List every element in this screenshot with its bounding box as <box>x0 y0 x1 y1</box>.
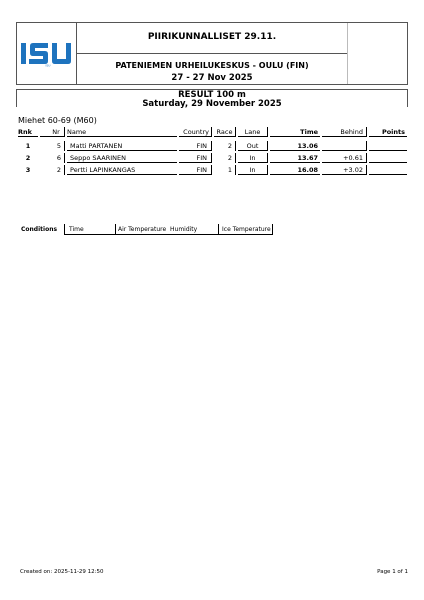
cell-time: 16.08 <box>270 165 320 175</box>
page-number: Page 1 of 1 <box>377 569 408 575</box>
cell-nr: 5 <box>40 141 65 151</box>
cell-rnk: 3 <box>25 166 31 174</box>
cell-nr: 2 <box>40 165 65 175</box>
venue: PATENIEMEN URHEILUKESKUS - OULU (FIN) <box>115 61 309 70</box>
cell-points <box>369 141 407 151</box>
col-behind: Behind <box>322 127 367 137</box>
cell-lane: In <box>238 165 268 175</box>
cell-name: Seppo SAARINEN <box>67 153 177 163</box>
col-nr: Nr <box>40 127 65 137</box>
isu-logo <box>21 40 75 67</box>
created-on: Created on: 2025-11-29 12:50 <box>20 569 104 575</box>
conditions-air-temperature: Air Temperature <box>115 224 166 235</box>
cell-points <box>369 165 407 175</box>
conditions-time: Time <box>69 226 84 233</box>
conditions-label: Conditions <box>21 226 58 233</box>
cell-race: 2 <box>214 141 236 151</box>
col-country: Country <box>179 127 212 137</box>
cell-points <box>369 153 407 163</box>
cell-name: Pertti LAPINKANGAS <box>67 165 177 175</box>
header-box <box>16 22 408 85</box>
cell-rnk: 2 <box>25 154 31 162</box>
cell-name: Matti PARTANEN <box>67 141 177 151</box>
col-rnk: Rnk <box>18 127 38 137</box>
cell-rnk: 1 <box>25 142 31 150</box>
category-label: Miehet 60-69 (M60) <box>18 116 97 125</box>
col-race: Race <box>214 127 236 137</box>
cell-race: 2 <box>214 153 236 163</box>
cell-race: 1 <box>214 165 236 175</box>
event-box <box>16 89 408 107</box>
conditions-ice-temperature: Ice Temperature <box>218 224 271 235</box>
col-time: Time <box>270 127 320 137</box>
cell-country: FIN <box>179 165 212 175</box>
col-lane: Lane <box>238 127 268 137</box>
cell-lane: Out <box>238 141 268 151</box>
cell-lane: In <box>238 153 268 163</box>
cell-time: 13.06 <box>270 141 320 151</box>
competition-dates: 27 - 27 Nov 2025 <box>171 73 253 83</box>
cell-behind <box>322 141 367 151</box>
logo-cell <box>17 23 77 84</box>
cell-nr: 6 <box>40 153 65 163</box>
cell-behind: +0.61 <box>322 153 367 163</box>
svg-text:ISU: ISU <box>45 63 51 67</box>
header-right-column <box>347 23 348 84</box>
cell-time: 13.67 <box>270 153 320 163</box>
conditions-humidity: Humidity <box>170 226 198 233</box>
cell-country: FIN <box>179 153 212 163</box>
cell-country: FIN <box>179 141 212 151</box>
col-points: Points <box>369 127 407 137</box>
event-date: Saturday, 29 November 2025 <box>142 99 282 109</box>
competition-title: PIIRIKUNNALLISET 29.11. <box>147 32 277 42</box>
conditions-end-divider <box>272 224 273 235</box>
conditions-box <box>64 224 272 235</box>
col-name: Name <box>67 127 177 137</box>
header-divider <box>77 53 347 54</box>
cell-behind: +3.02 <box>322 165 367 175</box>
event-title: RESULT 100 m <box>178 90 246 100</box>
